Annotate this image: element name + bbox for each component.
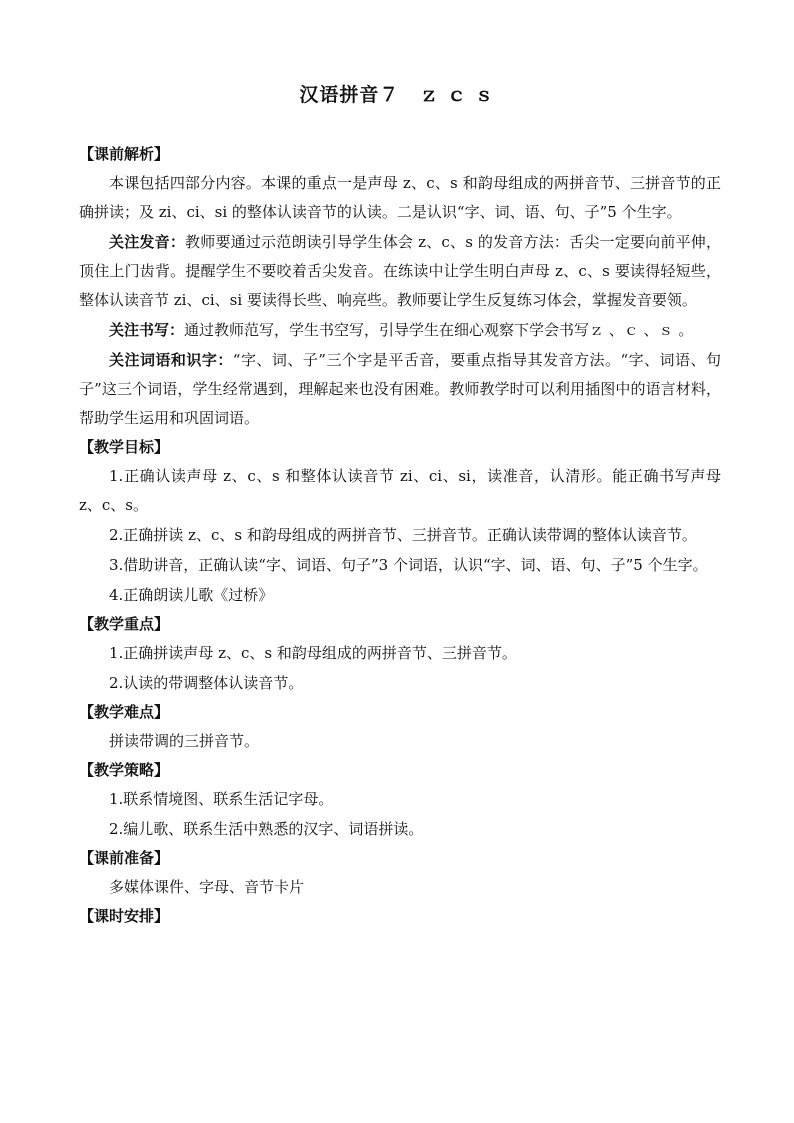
document-title: 汉语拼音７ ｚ ｃ ｓ	[299, 84, 495, 106]
difficulty-item: 拼读带调的三拼音节。	[109, 732, 260, 750]
focus-writing-lead: 关注书写：	[109, 321, 185, 339]
objective-item: 4.正确朗读儿歌《过桥》	[109, 586, 274, 604]
section-heading-pre-analysis: 【课前解析】	[79, 145, 170, 163]
section-heading-key-points: 【教学重点】	[79, 615, 170, 633]
strategy-item: 2.编儿歌、联系生活中熟悉的汉字、词语拼读。	[109, 820, 424, 838]
focus-words-lead: 关注词语和识字：	[109, 351, 233, 369]
focus-pronunciation	[79, 228, 721, 315]
focus-pronunciation-text: 教师要通过示范朗读引导学生体会 z、c、s 的发音方法：舌尖一定要向前平伸，顶住上门齿背。提醒学生不要咬着舌尖发音。在练读中让学生明白声母 z、c、s 要读得轻短些，整体认读音节 zi、ci、si 要读得长些、响亮些。教师要让学生反复练习体会，掌握发音要领。	[79, 233, 721, 309]
pre-analysis-paragraph: 本课包括四部分内容。本课的重点一是声母 z、c、s 和韵母组成的两拼音节、三拼音节的正确拼读；及 zi、ci、si 的整体认读音节的认读。二是认识“字、词、语、句、子”5 个生字。	[79, 174, 721, 221]
objective-item: 2.正确拼读 z、c、s 和韵母组成的两拼音节、三拼音节。正确认读带调的整体认读音节。	[109, 526, 697, 544]
preparation-item: 多媒体课件、字母、音节卡片	[109, 878, 305, 896]
focus-writing-text: 通过教师范写，学生书空写，引导学生在细心观察下学会书写ｚ 、ｃ 、ｓ 。	[184, 321, 694, 339]
key-point-item: 1.正确拼读声母 z、c、s 和韵母组成的两拼音节、三拼音节。	[109, 644, 517, 662]
focus-words	[79, 346, 721, 433]
section-heading-preparation: 【课前准备】	[79, 849, 170, 867]
focus-pronunciation-lead: 关注发音：	[109, 233, 186, 251]
objective-item: 1.正确认读声母 z、c、s 和整体认读音节 zi、ci、si，读准音，认清形。能正确书写声母 z、c、s。	[79, 467, 721, 514]
section-heading-strategies: 【教学策略】	[79, 761, 170, 779]
strategy-item: 1.联系情境图、联系生活记字母。	[109, 790, 334, 808]
section-heading-difficulties: 【教学难点】	[79, 703, 170, 721]
focus-words-text: “字、词、子”三个字是平舌音，要重点指导其发音方法。“字、词语、句子”这三个词语，学生经常遇到，理解起来也没有困难。教师教学时可以利用插图中的语言材料，帮助学生运用和巩固词语。	[79, 351, 721, 427]
objective-item: 3.借助讲音，正确认读“字、词语、句子”3 个词语，认识“字、词、语、句、子”5 个生字。	[109, 556, 708, 574]
section-heading-objectives: 【教学目标】	[79, 438, 170, 456]
focus-writing	[79, 316, 721, 345]
document-body	[79, 140, 721, 931]
section-heading-schedule: 【课时安排】	[79, 907, 170, 925]
key-point-item: 2.认读的带调整体认读音节。	[109, 674, 304, 692]
